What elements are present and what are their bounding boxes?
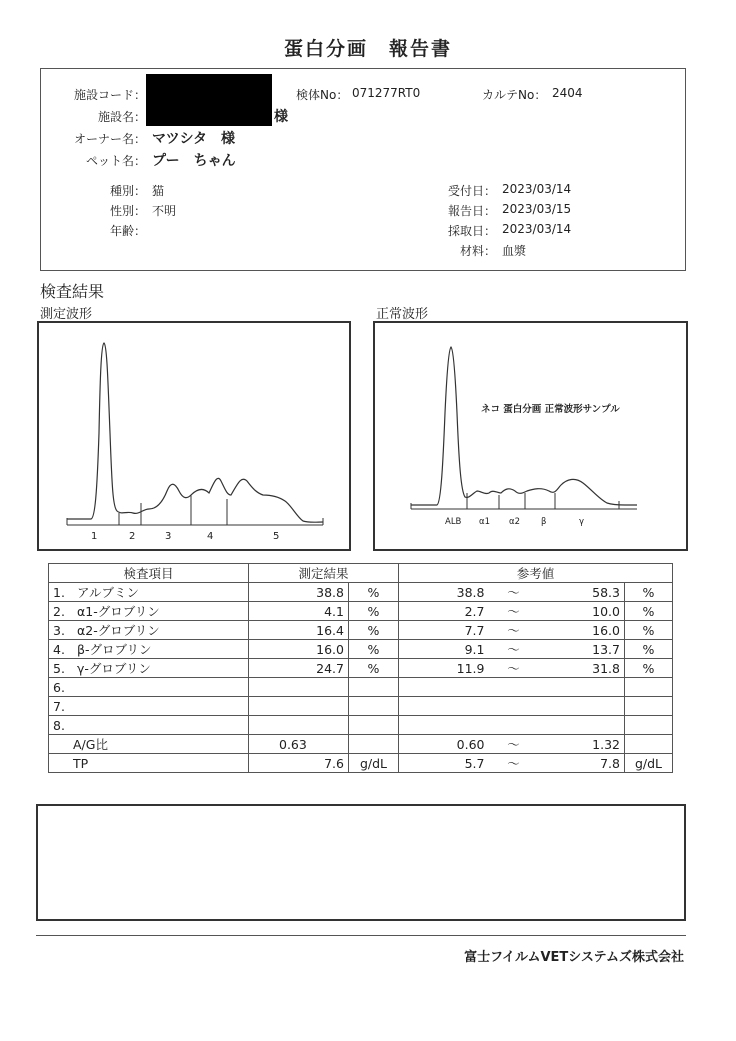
item-number: 5. bbox=[53, 661, 65, 676]
normal-waveform-caption: ネコ 蛋白分画 正常波形サンプル bbox=[481, 404, 620, 415]
reference-high: 7.8 bbox=[539, 754, 625, 773]
age-label: 年齢： bbox=[109, 224, 146, 238]
redacted-facility-block bbox=[146, 74, 272, 126]
reference-unit bbox=[625, 697, 673, 716]
result-unit: % bbox=[349, 640, 399, 659]
chart-no-label: カルテNo： bbox=[482, 88, 547, 102]
result-unit: % bbox=[349, 659, 399, 678]
received-date-label: 受付日： bbox=[447, 184, 496, 198]
collected-date-label: 採取日： bbox=[447, 224, 496, 238]
item-number: 8. bbox=[53, 717, 65, 733]
facility-name-label: 施設名： bbox=[97, 110, 146, 124]
measured-fraction-label: 1 bbox=[91, 531, 98, 542]
reference-tilde: ～ bbox=[489, 583, 539, 602]
species-label: 種別： bbox=[109, 184, 146, 198]
reference-high: 31.8 bbox=[539, 659, 625, 678]
reference-unit bbox=[625, 678, 673, 697]
item-name: β-グロブリン bbox=[77, 642, 152, 657]
result-value: 4.1 bbox=[249, 602, 349, 621]
reference-high: 58.3 bbox=[539, 583, 625, 602]
reference-low: 9.1 bbox=[399, 640, 489, 659]
result-unit bbox=[349, 735, 399, 754]
result-unit: % bbox=[349, 583, 399, 602]
table-row bbox=[49, 716, 673, 735]
reference-high: 10.0 bbox=[539, 602, 625, 621]
item-cell bbox=[49, 640, 249, 659]
specimen-no: 071277RT0 bbox=[352, 86, 421, 100]
result-value bbox=[249, 697, 349, 716]
measured-waveform-box bbox=[37, 321, 351, 551]
item-cell bbox=[49, 659, 249, 678]
item-name: TP bbox=[73, 755, 89, 771]
sex-label: 性別： bbox=[109, 204, 146, 218]
result-unit: % bbox=[349, 602, 399, 621]
item-name: A/G比 bbox=[73, 737, 108, 752]
owner-name: マツシタ 様 bbox=[152, 131, 236, 147]
measured-waveform-curve bbox=[67, 343, 323, 522]
normal-fraction-label: β bbox=[541, 517, 547, 527]
item-number: 3. bbox=[53, 623, 65, 638]
reference-unit: % bbox=[625, 602, 673, 621]
measured-chart-title: 測定波形 bbox=[40, 307, 93, 322]
reference-low: 2.7 bbox=[399, 602, 489, 621]
reference-tilde: ～ bbox=[489, 640, 539, 659]
collected-date: 2023/03/14 bbox=[502, 222, 572, 236]
reference-tilde: ～ bbox=[489, 754, 539, 773]
reference-unit: % bbox=[625, 621, 673, 640]
item-name: α1-グロブリン bbox=[77, 604, 160, 619]
reference-high: 1.32 bbox=[539, 735, 625, 754]
result-unit bbox=[349, 716, 399, 735]
reference-high bbox=[539, 697, 625, 716]
pet-name: プー ちゃん bbox=[152, 153, 236, 169]
result-value bbox=[249, 678, 349, 697]
reference-unit bbox=[625, 735, 673, 754]
item-name: α2-グロブリン bbox=[77, 623, 160, 638]
item-cell bbox=[49, 602, 249, 621]
specimen-no-label: 検体No： bbox=[296, 88, 349, 102]
item-cell bbox=[49, 678, 249, 697]
table-row bbox=[49, 697, 673, 716]
result-value: 0.63 bbox=[249, 735, 349, 754]
reference-tilde: ～ bbox=[489, 735, 539, 754]
item-name: アルブミン bbox=[77, 585, 140, 600]
reference-low bbox=[399, 678, 489, 697]
reference-low: 7.7 bbox=[399, 621, 489, 640]
received-date: 2023/03/14 bbox=[502, 182, 572, 196]
reference-low: 38.8 bbox=[399, 583, 489, 602]
reference-unit bbox=[625, 716, 673, 735]
table-row bbox=[49, 659, 673, 678]
results-table bbox=[48, 563, 673, 773]
report-title: 蛋白分画 報告書 bbox=[283, 38, 452, 60]
item-name: γ-グロブリン bbox=[77, 661, 151, 676]
results-section-title: 検査結果 bbox=[40, 282, 105, 301]
header-item: 検査項目 bbox=[49, 564, 249, 583]
reference-unit: % bbox=[625, 640, 673, 659]
item-cell bbox=[49, 621, 249, 640]
result-value: 16.4 bbox=[249, 621, 349, 640]
result-value: 7.6 bbox=[249, 754, 349, 773]
result-unit: % bbox=[349, 621, 399, 640]
header-result: 測定結果 bbox=[249, 564, 399, 583]
facility-honorific: 様 bbox=[274, 109, 288, 125]
reference-unit: % bbox=[625, 659, 673, 678]
measured-fraction-label: 3 bbox=[165, 531, 172, 542]
normal-fraction-label: α1 bbox=[479, 517, 491, 527]
item-number: 1. bbox=[53, 585, 65, 600]
reference-low: 0.60 bbox=[399, 735, 489, 754]
reference-tilde bbox=[489, 716, 539, 735]
normal-waveform-box bbox=[373, 321, 688, 551]
item-number: 7. bbox=[53, 698, 65, 714]
report-date-label: 報告日： bbox=[447, 204, 496, 218]
reference-low: 11.9 bbox=[399, 659, 489, 678]
reference-high: 13.7 bbox=[539, 640, 625, 659]
measured-fraction-label: 2 bbox=[129, 531, 136, 542]
item-number: 2. bbox=[53, 604, 65, 619]
report-date: 2023/03/15 bbox=[502, 202, 572, 216]
result-value: 16.0 bbox=[249, 640, 349, 659]
result-value bbox=[249, 716, 349, 735]
reference-unit: % bbox=[625, 583, 673, 602]
item-cell bbox=[49, 754, 249, 773]
reference-tilde: ～ bbox=[489, 659, 539, 678]
reference-low bbox=[399, 697, 489, 716]
table-row bbox=[49, 754, 673, 773]
table-row bbox=[49, 621, 673, 640]
reference-high bbox=[539, 716, 625, 735]
item-number: 4. bbox=[53, 642, 65, 657]
normal-fraction-label: γ bbox=[579, 517, 585, 527]
reference-tilde bbox=[489, 678, 539, 697]
table-header-row bbox=[49, 564, 673, 583]
result-unit bbox=[349, 697, 399, 716]
table-row bbox=[49, 640, 673, 659]
footer-divider bbox=[36, 935, 686, 936]
result-unit bbox=[349, 678, 399, 697]
header-reference: 参考値 bbox=[399, 564, 673, 583]
result-value: 38.8 bbox=[249, 583, 349, 602]
item-cell bbox=[49, 716, 249, 735]
sex-value: 不明 bbox=[152, 204, 177, 218]
pet-name-label: ペット名： bbox=[85, 154, 146, 168]
normal-waveform-svg bbox=[375, 323, 686, 549]
normal-waveform-curve bbox=[411, 347, 637, 505]
reference-low: 5.7 bbox=[399, 754, 489, 773]
table-row bbox=[49, 735, 673, 754]
measured-fraction-label: 4 bbox=[207, 531, 214, 542]
result-unit: g/dL bbox=[349, 754, 399, 773]
table-row bbox=[49, 602, 673, 621]
facility-code-label: 施設コード： bbox=[73, 88, 146, 102]
table-row bbox=[49, 583, 673, 602]
reference-high bbox=[539, 678, 625, 697]
material-label: 材料： bbox=[459, 244, 496, 258]
item-cell bbox=[49, 735, 249, 754]
reference-low bbox=[399, 716, 489, 735]
material-value: 血漿 bbox=[502, 244, 527, 258]
result-value: 24.7 bbox=[249, 659, 349, 678]
table-row bbox=[49, 678, 673, 697]
measured-waveform-svg bbox=[39, 323, 349, 549]
owner-name-label: オーナー名： bbox=[73, 132, 146, 146]
reference-tilde: ～ bbox=[489, 621, 539, 640]
comment-box bbox=[36, 804, 686, 921]
item-number: 6. bbox=[53, 679, 65, 695]
item-cell bbox=[49, 697, 249, 716]
reference-high: 16.0 bbox=[539, 621, 625, 640]
normal-fraction-label: ALB bbox=[445, 517, 462, 527]
reference-unit: g/dL bbox=[625, 754, 673, 773]
company-name: 富士フイルムVETシステムズ株式会社 bbox=[464, 950, 684, 965]
normal-chart-title: 正常波形 bbox=[376, 307, 429, 322]
item-cell bbox=[49, 583, 249, 602]
chart-no: 2404 bbox=[552, 86, 583, 100]
normal-fraction-label: α2 bbox=[509, 517, 521, 527]
reference-tilde: ～ bbox=[489, 602, 539, 621]
measured-fraction-label: 5 bbox=[273, 531, 280, 542]
reference-tilde bbox=[489, 697, 539, 716]
species-value: 猫 bbox=[152, 184, 165, 198]
